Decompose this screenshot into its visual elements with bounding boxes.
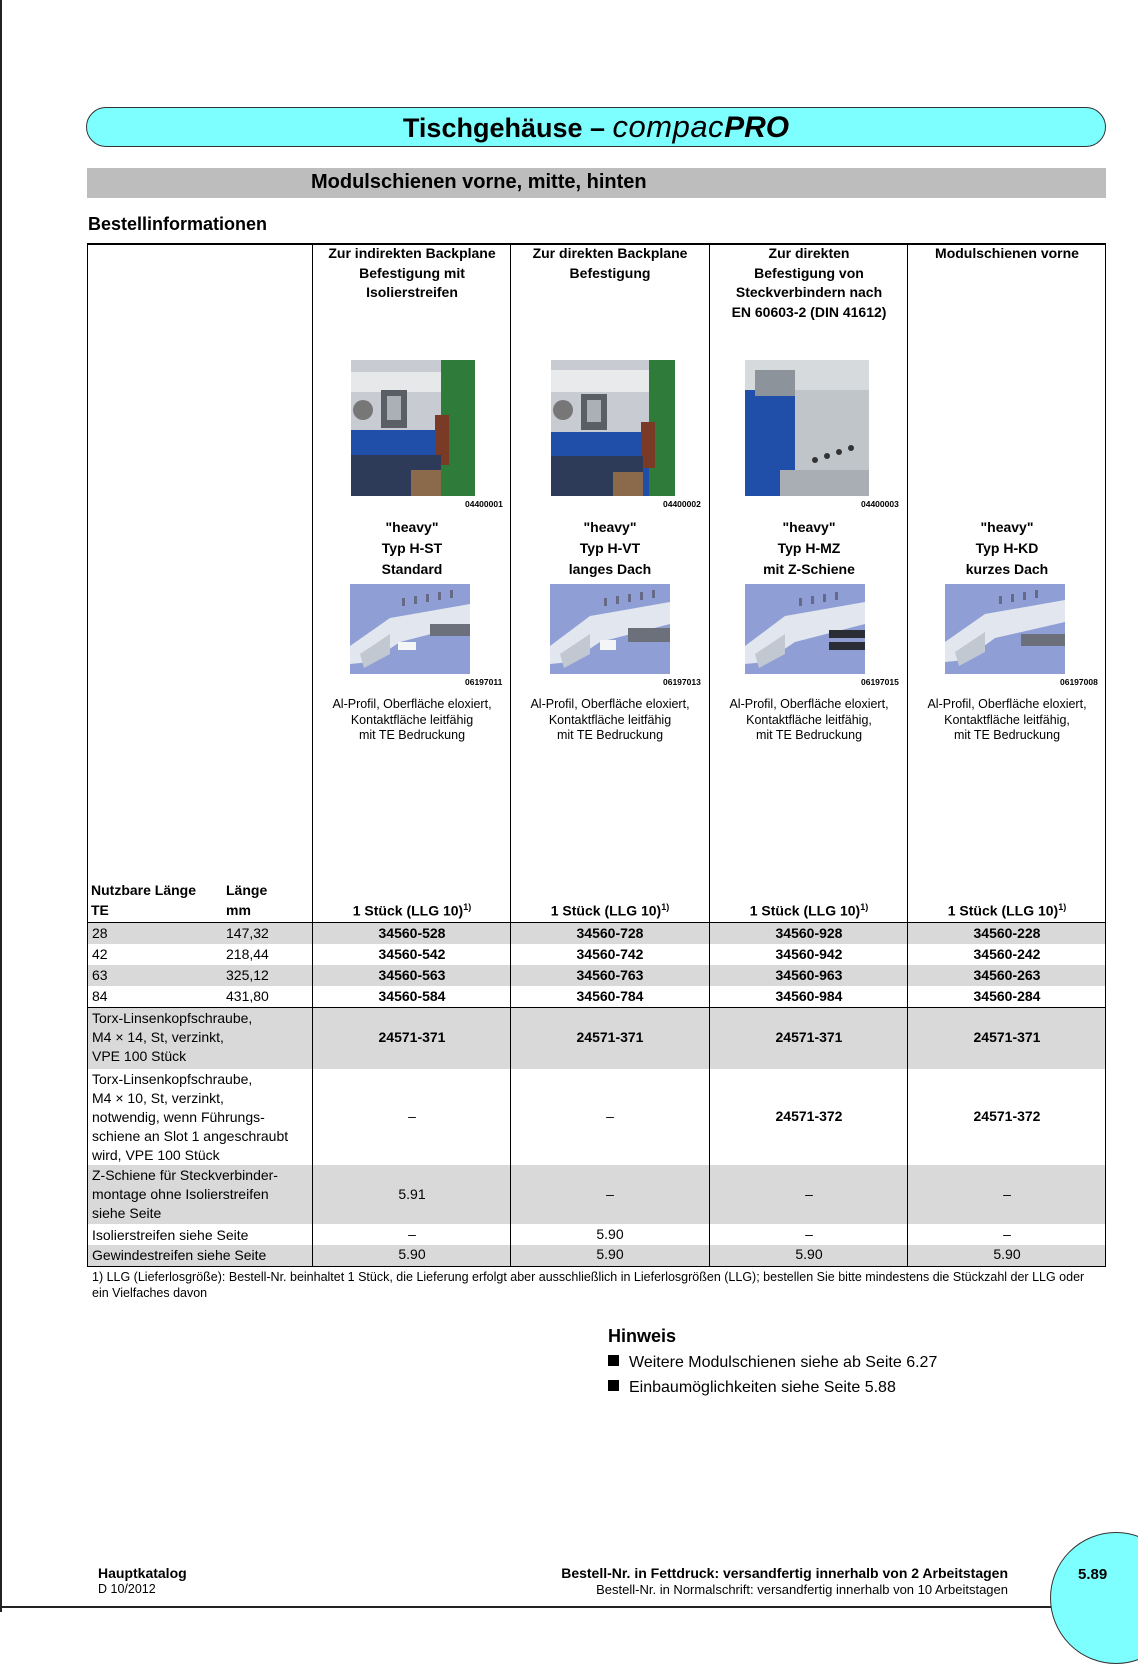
mm-value: 325,12	[226, 967, 269, 983]
desc-1: Al-Profil, Oberfläche eloxiert, Kontaktfläche leitfähig mit TE Bedruckung	[332, 697, 492, 742]
page-ref: 5.90	[993, 1246, 1021, 1262]
order-number: 34560-528	[378, 925, 446, 941]
te-value: 42	[92, 946, 108, 962]
accessory-value: –	[408, 1226, 416, 1242]
title-banner	[86, 107, 1106, 147]
catalog-date: D 10/2012	[98, 1582, 156, 1596]
brand-pro: PRO	[724, 111, 790, 144]
order-number: 34560-542	[378, 946, 446, 962]
mm-value: 218,44	[226, 946, 269, 962]
profile-photo-2	[550, 584, 670, 674]
accessory-label: Z-Schiene für Steckverbinder- montage ohne Isolierstreifen siehe Seite	[92, 1167, 278, 1221]
order-number: 34560-284	[973, 988, 1041, 1004]
order-number: 34560-228	[973, 925, 1041, 941]
page-left-border	[0, 0, 2, 1612]
col-heading-3: Zur direkten Befestigung von Steckverbindern nach EN 60603-2 (DIN 41612)	[731, 245, 887, 320]
subtitle-bar	[87, 168, 1106, 198]
accessory-value: –	[606, 1186, 614, 1202]
page-ref: 5.90	[398, 1246, 426, 1262]
unit-header-4: 1 Stück (LLG 10)$^{1)}$	[947, 902, 1067, 919]
profile-photo-3	[745, 584, 865, 674]
page-ref: 5.91	[398, 1186, 426, 1202]
unit-header-3: 1 Stück (LLG 10)$^{1)}$	[749, 902, 869, 919]
accessory-label: Torx-Linsenkopfschraube, M4 × 14, St, verzinkt, VPE 100 Stück	[92, 1010, 253, 1064]
page-badge	[1050, 1532, 1138, 1664]
order-number: 34560-263	[973, 967, 1041, 983]
order-number: 34560-242	[973, 946, 1041, 962]
mm-value: 431,80	[226, 988, 269, 1004]
catalog-label: Hauptkatalog	[98, 1565, 187, 1581]
photo-number-1: 04400001	[465, 499, 503, 509]
accessory-value: –	[1003, 1186, 1011, 1202]
order-number: 34560-728	[576, 925, 644, 941]
page-number: 5.89	[1078, 1566, 1108, 1583]
title-text: Tischgehäuse –	[402, 113, 613, 143]
order-number: 34560-563	[378, 967, 446, 983]
col-heading-4: Modulschienen vorne	[935, 245, 1079, 261]
accessory-number: 24571-372	[775, 1108, 843, 1124]
photo-number-2: 04400002	[663, 499, 701, 509]
variant-4: "heavy" Typ H-KD kurzes Dach	[965, 519, 1049, 577]
unit-header-1: 1 Stück (LLG 10)$^{1)}$	[352, 902, 472, 919]
mounting-photo-2	[551, 360, 675, 496]
accessory-number: 24571-371	[576, 1029, 644, 1045]
mounting-photo-1	[351, 360, 475, 496]
accessory-label: Isolierstreifen siehe Seite	[92, 1227, 249, 1243]
profile-number-2: 06197013	[663, 677, 701, 687]
variant-2: "heavy" Typ H-VT langes Dach	[568, 519, 652, 577]
table-bottom	[87, 1266, 1106, 1267]
profile-number-1: 06197011	[465, 677, 503, 687]
order-number: 34560-742	[576, 946, 644, 962]
te-value: 28	[92, 925, 108, 941]
order-number: 34560-763	[576, 967, 644, 983]
row-divider	[87, 1007, 1106, 1008]
accessory-number: 24571-371	[775, 1029, 843, 1045]
desc-4: Al-Profil, Oberfläche eloxiert, Kontaktfläche leitfähig, mit TE Bedruckung	[927, 697, 1087, 742]
te-value: 63	[92, 967, 108, 983]
order-number: 34560-963	[775, 967, 843, 983]
mounting-photo-3	[745, 360, 869, 496]
bullet-icon	[608, 1355, 619, 1366]
page-ref: 5.90	[596, 1246, 624, 1262]
bold-note: Bestell-Nr. in Fettdruck: versandfertig innerhalb von 2 Arbeitstagen	[561, 1565, 1008, 1581]
bullet-icon	[608, 1380, 619, 1391]
accessory-value: –	[606, 1108, 614, 1124]
accessory-value: –	[408, 1108, 416, 1124]
profile-number-4: 06197008	[1060, 677, 1098, 687]
profile-number-3: 06197015	[861, 677, 899, 687]
mm-value: 147,32	[226, 925, 269, 941]
col-heading-1: Zur indirekten Backplane Befestigung mit Isolierstreifen	[328, 245, 496, 300]
subtitle-text: Modulschienen vorne, mitte, hinten	[311, 171, 647, 193]
page-bottom-border	[0, 1606, 1138, 1608]
unit-header-2: 1 Stück (LLG 10)$^{1)}$	[550, 902, 670, 919]
profile-photo-4	[945, 584, 1065, 674]
row-divider	[87, 922, 1106, 923]
order-number: 34560-928	[775, 925, 843, 941]
hint-item: Weitere Modulschienen siehe ab Seite 6.27	[608, 1354, 937, 1372]
order-number: 34560-584	[378, 988, 446, 1004]
section-title: Bestellinformationen	[88, 214, 268, 234]
hint-item: Einbaumöglichkeiten siehe Seite 5.88	[608, 1379, 896, 1397]
accessory-number: 24571-371	[973, 1029, 1041, 1045]
photo-number-3: 04400003	[861, 499, 899, 509]
page-ref: 5.90	[795, 1246, 823, 1262]
variant-1: "heavy" Typ H-ST Standard	[381, 519, 443, 577]
variant-3: "heavy" Typ H-MZ mit Z-Schiene	[763, 519, 855, 577]
te-value: 84	[92, 988, 108, 1004]
order-number: 34560-942	[775, 946, 843, 962]
te-header: Nutzbare Länge TE	[91, 882, 197, 918]
normal-note: Bestell-Nr. in Normalschrift: versandfertig innerhalb von 10 Arbeitstagen	[596, 1582, 1008, 1597]
accessory-label: Gewindestreifen siehe Seite	[92, 1247, 267, 1263]
accessory-value: –	[805, 1186, 813, 1202]
accessory-value: –	[1003, 1226, 1011, 1242]
brand-compac: compac	[612, 109, 725, 144]
hint-title: Hinweis	[608, 1326, 677, 1346]
col-heading-2: Zur direkten Backplane Befestigung	[532, 245, 688, 281]
mm-header: Länge mm	[226, 882, 268, 918]
page-ref: 5.90	[596, 1226, 624, 1242]
accessory-number: 24571-372	[973, 1108, 1041, 1124]
desc-3: Al-Profil, Oberfläche eloxiert, Kontaktfläche leitfähig, mit TE Bedruckung	[729, 697, 889, 742]
accessory-value: –	[805, 1226, 813, 1242]
desc-2: Al-Profil, Oberfläche eloxiert, Kontaktfläche leitfähig mit TE Bedruckung	[530, 697, 690, 742]
order-number: 34560-984	[775, 988, 843, 1004]
footnote: 1) LLG (Lieferlosgröße): Bestell-Nr. beinhaltet 1 Stück, die Lieferung erfolgt aber ausschließlich in Lieferlosgrößen (LLG); bestellen Sie bitte mindestens die Stückzahl der LLG oder ein Vielfaches davon	[92, 1270, 1085, 1300]
accessory-number: 24571-371	[378, 1029, 446, 1045]
accessory-label: Torx-Linsenkopfschraube, M4 × 10, St, verzinkt, notwendig, wenn Führungs- schiene an Slot 1 angeschraubt wird, VPE 100 Stück	[92, 1071, 289, 1163]
order-number: 34560-784	[576, 988, 644, 1004]
profile-photo-1	[350, 584, 470, 674]
